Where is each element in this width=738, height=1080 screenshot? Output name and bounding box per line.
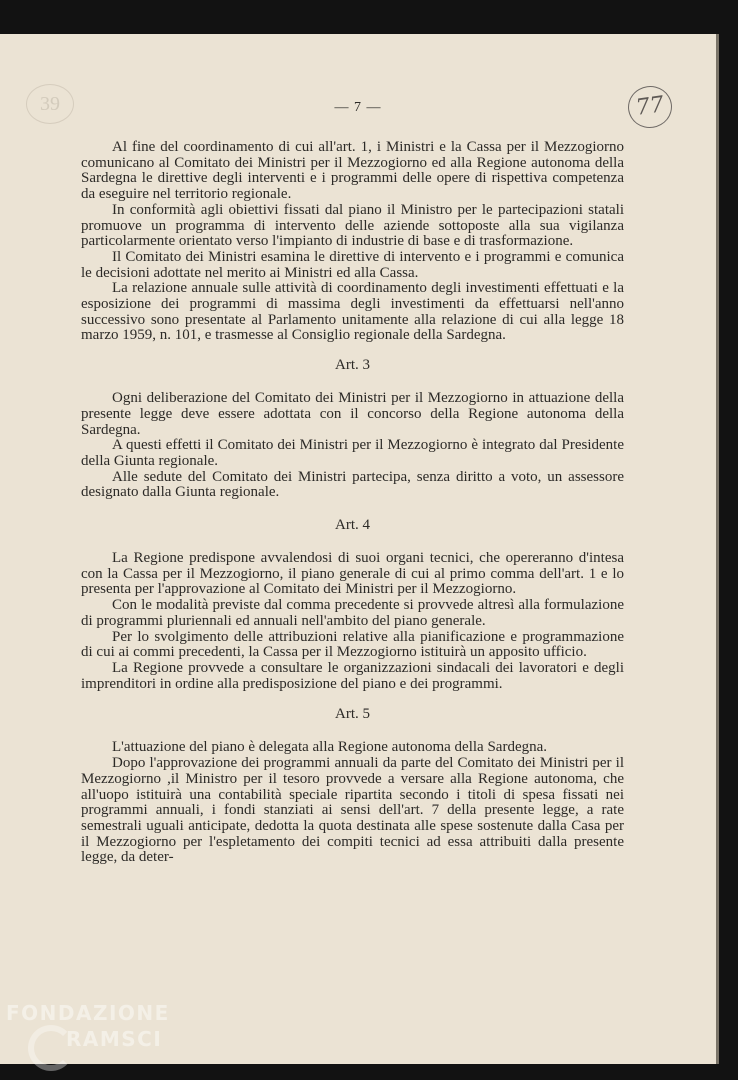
paragraph: Il Comitato dei Ministri esamina le direttive di intervento e i programmi e comunica le decisioni adottate nel merito ai Ministri ed alla Cassa. bbox=[81, 248, 624, 281]
faint-archive-mark: 39 bbox=[26, 84, 74, 124]
paragraph: L'attuazione del piano è delegata alla Regione autonoma della Sardegna. bbox=[112, 739, 548, 756]
paragraph: Alle sedute del Comitato dei Ministri partecipa, senza diritto a voto, un assessore designato dalla Giunta regionale. bbox=[81, 468, 624, 501]
watermark-line2: RAMSCI bbox=[66, 1027, 163, 1051]
page-edge-shadow bbox=[716, 34, 719, 1064]
spacer bbox=[81, 501, 624, 517]
spacer bbox=[81, 533, 624, 551]
spacer bbox=[81, 373, 624, 391]
paragraph: La Regione provvede a consultare le organizzazioni sindacali dei lavoratori e degli imprenditori in ordine alla predisposizione del piano e dei programmi. bbox=[81, 659, 624, 692]
spacer bbox=[81, 722, 624, 740]
article-heading-3: Art. 3 bbox=[335, 357, 370, 374]
paragraph: Ogni deliberazione del Comitato dei Ministri per il Mezzogiorno in attuazione della presente legge deve essere adottata con il concorso della Regione autonoma della Sardegna. bbox=[81, 390, 624, 438]
paragraph: La Regione predispone avvalendosi di suoi organi tecnici, che opereranno d'intesa con la Cassa per il Mezzogiorno, il piano generale di cui al primo comma dell'art. 1 e lo presenta per l'approvazione al Comitato dei Ministri per il Mezzogiorno. bbox=[81, 550, 624, 598]
paragraph: A questi effetti il Comitato dei Ministri per il Mezzogiorno è integrato dal Presidente della Giunta regionale. bbox=[81, 437, 624, 469]
paragraph: In conformità agli obiettivi fissati dal piano il Ministro per le partecipazioni statali promuove un programma di intervento delle aziende sottoposte alla sua vigilanza particolarmente orientato verso l'impianto di industrie di base e di trasformazione. bbox=[81, 201, 624, 250]
paragraph: Per lo svolgimento delle attribuzioni relative alla pianificazione e programmazione di cui ai commi precedenti, la Cassa per il Mezzogiorno istituirà un apposito ufficio. bbox=[81, 628, 624, 661]
paragraph: Dopo l'approvazione dei programmi annuali da parte del Comitato dei Ministri per il Mezzogiorno ,il Ministro per il tesoro provvede a versare alla Regione autonoma, che all'uopo istituirà una contabilità speciale ripartita secondo i titoli di spesa fissati nei programmi annuali, i fondi stanziati ai sensi dell'art. 7 della presente legge, a rate semestrali uguali anticipate, dedotta la quota destinata alle spese sostenute dalla Casa per il Mezzogiorno per l'espletamento dei compiti tecnici ad essa attribuiti dalla presente legge, da deter- bbox=[81, 755, 624, 866]
document-page bbox=[0, 34, 716, 1064]
paragraph: Al fine del coordinamento di cui all'art. 1, i Ministri e la Cassa per il Mezzogiorno comunicano al Comitato dei Ministri per il Mezzogiorno ed alla Regione autonoma della Sardegna le direttive degli interventi e i programmi delle opere di rispettiva competenza da eseguire nel territorio regionale. bbox=[81, 139, 624, 203]
spacer bbox=[81, 344, 624, 357]
watermark-line1: FONDAZIONE bbox=[6, 1001, 170, 1025]
spacer bbox=[81, 692, 624, 706]
document-body bbox=[81, 140, 624, 866]
article-heading-5: Art. 5 bbox=[335, 706, 370, 723]
page-number: — 7 — bbox=[334, 100, 382, 115]
watermark-logo bbox=[2, 997, 202, 1077]
article-heading-4: Art. 4 bbox=[335, 517, 370, 534]
paragraph: La relazione annuale sulle attività di coordinamento degli investimenti effettuati e la esposizione dei programmi di massima degli investimenti da effettuarsi nell'anno successivo sono presentate al Parlamento unitamente alla relazione di cui alla legge 18 marzo 1959, n. 101, e trasmesse al Consiglio regionale della Sardegna. bbox=[81, 280, 624, 344]
handwritten-page-number: 77 bbox=[625, 83, 674, 131]
paragraph: Con le modalità previste dal comma precedente si provvede altresì alla formulazione di programmi pluriennali ed annuali nell'ambito del piano generale. bbox=[81, 597, 624, 629]
